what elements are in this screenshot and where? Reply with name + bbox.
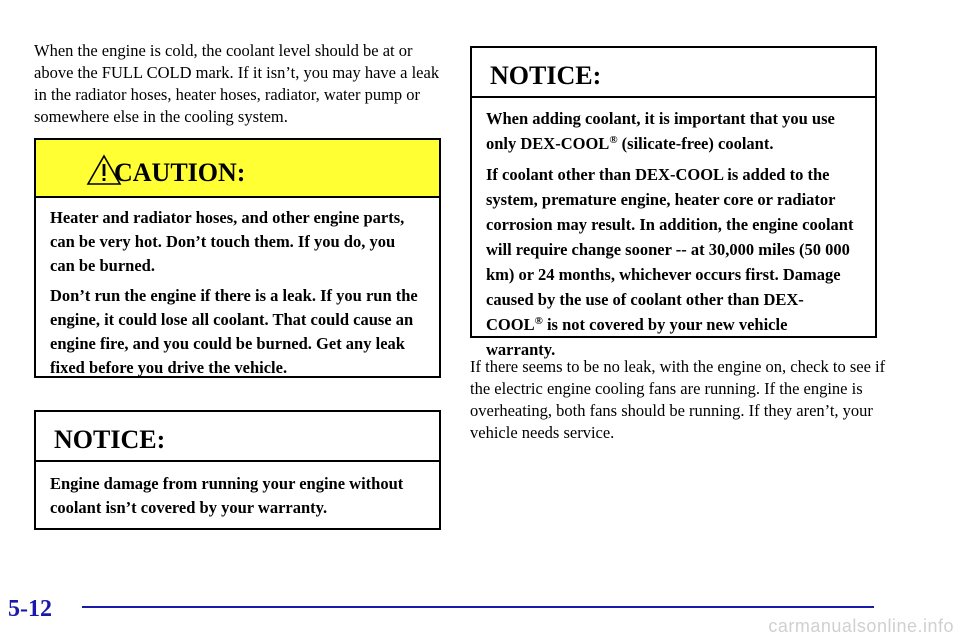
- notice-paragraph-1: [486, 106, 859, 156]
- notice-text: When adding coolant, it is important that you use only DEX-COOL: [486, 109, 835, 153]
- notice-text: (silicate-free) coolant.: [617, 134, 774, 153]
- caution-paragraph-1: Heater and radiator hoses, and other engine parts, can be very hot. Don’t touch them. If you do, you can be burned.: [50, 208, 405, 275]
- notice-body: [36, 462, 439, 520]
- notice-title: NOTICE:: [54, 425, 166, 454]
- watermark: carmanualsonline.info: [768, 616, 954, 636]
- notice-text: If coolant other than DEX-COOL is added to the system, premature engine, heater core or radiator corrosion may result. In addition, the engine coolant will require change sooner -- at 30,000 miles (50 000 km) or 24 months, whichever occurs first. Damage caused by the use of coolant other than DEX-COOL: [486, 165, 854, 334]
- outro-text: If there seems to be no leak, with the engine on, check to see if the electric engine cooling fans are running. If the engine is overheating, both fans should be running. If they aren’t, your vehicle needs service.: [470, 357, 886, 442]
- notice-header: [36, 412, 439, 462]
- notice-title: NOTICE:: [490, 61, 602, 90]
- warning-triangle-icon: [86, 154, 122, 186]
- notice-text: is not covered by your new vehicle warranty.: [486, 315, 788, 359]
- registered-mark: ®: [534, 315, 543, 327]
- notice-box-coolant-warranty: [34, 410, 441, 530]
- notice-header: [472, 48, 875, 98]
- intro-text: When the engine is cold, the coolant level should be at or above the FULL COLD mark. If it isn’t, you may have a leak in the radiator hoses, heater hoses, radiator, water pump or somewhere else in the cooling system.: [34, 41, 440, 126]
- notice-box-dex-cool: [470, 46, 877, 359]
- page-number: 5-12: [8, 596, 52, 622]
- intro-paragraph: [34, 40, 440, 128]
- caution-body: [36, 198, 439, 380]
- notice-body: [472, 98, 875, 362]
- notice-paragraph: Engine damage from running your engine without coolant isn’t covered by your warranty.: [50, 474, 404, 517]
- caution-header: [36, 140, 439, 198]
- caution-box: [34, 138, 441, 378]
- caution-paragraph-2: Don’t run the engine if there is a leak. If you run the engine, it could lose all coolant. That could cause an engine fire, and you could be burned. Get any leak fixed before you drive the vehicle.: [50, 286, 418, 377]
- registered-mark: ®: [609, 134, 618, 146]
- notice-paragraph-2: [486, 162, 859, 362]
- outro-paragraph: [470, 356, 890, 444]
- caution-title: CAUTION:: [114, 158, 246, 187]
- footer-rule: [82, 606, 874, 608]
